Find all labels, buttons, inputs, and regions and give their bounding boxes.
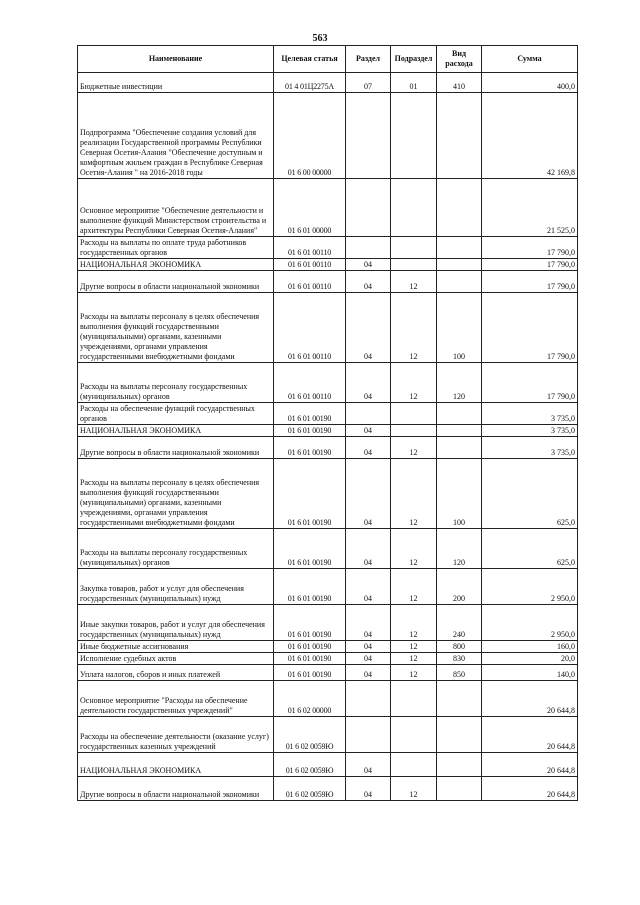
row-type xyxy=(437,777,482,801)
row-code: 01 6 02 0059Ю xyxy=(274,777,346,801)
table-row xyxy=(78,605,578,641)
row-section xyxy=(346,237,391,259)
row-name: Основное мероприятие "Обеспечение деятельности и выполнение функций Министерством строительства и архитектуры Республики Северная Осетия-Алания" xyxy=(78,179,274,237)
row-sum: 3 735,0 xyxy=(482,425,578,437)
row-code: 01 6 01 00000 xyxy=(274,179,346,237)
header-sum: Сумма xyxy=(482,46,578,73)
row-subsection: 12 xyxy=(391,653,437,665)
row-code: 01 6 01 00190 xyxy=(274,403,346,425)
row-code: 01 4 01Ц2275А xyxy=(274,73,346,93)
row-sum: 20,0 xyxy=(482,653,578,665)
row-code: 01 6 01 00110 xyxy=(274,259,346,271)
row-code: 01 6 01 00190 xyxy=(274,529,346,569)
row-type xyxy=(437,271,482,293)
row-code: 01 6 02 0059Ю xyxy=(274,717,346,753)
row-name: Иные закупки товаров, работ и услуг для обеспечения государственных (муниципальных) нужд xyxy=(78,605,274,641)
row-code: 01 6 01 00110 xyxy=(274,293,346,363)
row-sum: 400,0 xyxy=(482,73,578,93)
row-section: 07 xyxy=(346,73,391,93)
row-type: 830 xyxy=(437,653,482,665)
row-name: Расходы на выплаты персоналу государственных (муниципальных) органов xyxy=(78,363,274,403)
row-sum: 20 644,8 xyxy=(482,717,578,753)
row-type xyxy=(437,717,482,753)
row-subsection: 12 xyxy=(391,437,437,459)
table-row xyxy=(78,437,578,459)
row-section: 04 xyxy=(346,753,391,777)
row-sum: 625,0 xyxy=(482,459,578,529)
row-subsection: 12 xyxy=(391,293,437,363)
row-subsection: 12 xyxy=(391,459,437,529)
row-code: 01 6 00 00000 xyxy=(274,93,346,179)
table-row xyxy=(78,237,578,259)
row-subsection xyxy=(391,259,437,271)
row-section: 04 xyxy=(346,569,391,605)
page-number: 563 xyxy=(312,33,328,44)
row-name: Основное мероприятие "Расходы на обеспечение деятельности государственных учреждений" xyxy=(78,681,274,717)
table-row xyxy=(78,665,578,681)
row-type: 200 xyxy=(437,569,482,605)
row-type: 120 xyxy=(437,529,482,569)
table-row xyxy=(78,681,578,717)
row-name: НАЦИОНАЛЬНАЯ ЭКОНОМИКА xyxy=(78,753,274,777)
row-name: Подпрограмма "Обеспечение создания условий для реализации Государственной программы Республики Северная Осетия-Алания "Обеспечение доступным и комфортным жильем граждан в Республике Северная Осетия-Алания " на 2016-2018 годы xyxy=(78,93,274,179)
row-sum: 42 169,8 xyxy=(482,93,578,179)
row-name: Закупка товаров, работ и услуг для обеспечения государственных (муниципальных) нужд xyxy=(78,569,274,605)
row-section xyxy=(346,717,391,753)
table-row xyxy=(78,179,578,237)
header-section: Раздел xyxy=(346,46,391,73)
row-sum: 17 790,0 xyxy=(482,237,578,259)
row-type xyxy=(437,425,482,437)
row-type: 240 xyxy=(437,605,482,641)
row-name: Расходы на выплаты персоналу в целях обеспечения выполнения функций государственными (муниципальными) органами, казенными учреждениями, органами управления государственными внебюджетными фондами xyxy=(78,459,274,529)
table-row xyxy=(78,73,578,93)
row-name: Другие вопросы в области национальной экономики xyxy=(78,437,274,459)
row-code: 01 6 01 00110 xyxy=(274,237,346,259)
row-subsection xyxy=(391,425,437,437)
row-section: 04 xyxy=(346,641,391,653)
row-sum: 3 735,0 xyxy=(482,403,578,425)
row-sum: 21 525,0 xyxy=(482,179,578,237)
row-name: Исполнение судебных актов xyxy=(78,653,274,665)
row-subsection: 01 xyxy=(391,73,437,93)
header-type: Вид расхода xyxy=(437,46,482,73)
row-name: Расходы на обеспечение функций государственных органов xyxy=(78,403,274,425)
row-subsection xyxy=(391,179,437,237)
row-type xyxy=(437,237,482,259)
row-type xyxy=(437,179,482,237)
row-section: 04 xyxy=(346,293,391,363)
table-row xyxy=(78,425,578,437)
row-subsection: 12 xyxy=(391,363,437,403)
row-subsection: 12 xyxy=(391,529,437,569)
row-sum: 20 644,8 xyxy=(482,753,578,777)
row-type: 120 xyxy=(437,363,482,403)
row-subsection xyxy=(391,753,437,777)
row-type: 100 xyxy=(437,293,482,363)
table-row xyxy=(78,259,578,271)
row-section: 04 xyxy=(346,529,391,569)
row-type xyxy=(437,681,482,717)
row-type xyxy=(437,403,482,425)
row-section: 04 xyxy=(346,653,391,665)
row-type xyxy=(437,259,482,271)
row-subsection xyxy=(391,681,437,717)
row-subsection: 12 xyxy=(391,271,437,293)
row-sum: 160,0 xyxy=(482,641,578,653)
row-sum: 625,0 xyxy=(482,529,578,569)
row-type xyxy=(437,437,482,459)
row-code: 01 6 01 00190 xyxy=(274,569,346,605)
row-name: Бюджетные инвестиции xyxy=(78,73,274,93)
table-row xyxy=(78,293,578,363)
row-subsection: 12 xyxy=(391,641,437,653)
row-section xyxy=(346,179,391,237)
table-row xyxy=(78,641,578,653)
row-name: Расходы на обеспечение деятельности (оказание услуг) государственных казенных учреждений xyxy=(78,717,274,753)
header-name: Наименование xyxy=(78,46,274,73)
row-name: НАЦИОНАЛЬНАЯ ЭКОНОМИКА xyxy=(78,259,274,271)
table-row xyxy=(78,753,578,777)
table-row xyxy=(78,777,578,801)
row-sum: 17 790,0 xyxy=(482,259,578,271)
row-code: 01 6 01 00190 xyxy=(274,665,346,681)
row-section: 04 xyxy=(346,437,391,459)
row-code: 01 6 01 00190 xyxy=(274,605,346,641)
row-code: 01 6 01 00190 xyxy=(274,437,346,459)
row-section: 04 xyxy=(346,777,391,801)
row-type: 100 xyxy=(437,459,482,529)
row-sum: 20 644,8 xyxy=(482,681,578,717)
row-sum: 2 950,0 xyxy=(482,605,578,641)
header-subsection: Подраздел xyxy=(391,46,437,73)
row-section: 04 xyxy=(346,259,391,271)
row-sum: 3 735,0 xyxy=(482,437,578,459)
row-section: 04 xyxy=(346,459,391,529)
row-subsection: 12 xyxy=(391,569,437,605)
row-sum: 20 644,8 xyxy=(482,777,578,801)
row-name: Уплата налогов, сборов и иных платежей xyxy=(78,665,274,681)
row-sum: 17 790,0 xyxy=(482,271,578,293)
table-row xyxy=(78,653,578,665)
row-type xyxy=(437,753,482,777)
row-type: 800 xyxy=(437,641,482,653)
row-type: 850 xyxy=(437,665,482,681)
row-subsection: 12 xyxy=(391,605,437,641)
row-section: 04 xyxy=(346,271,391,293)
header-code: Целевая статья xyxy=(274,46,346,73)
row-name: Иные бюджетные ассигнования xyxy=(78,641,274,653)
row-name: Другие вопросы в области национальной экономики xyxy=(78,777,274,801)
row-section xyxy=(346,681,391,717)
budget-table xyxy=(77,45,578,801)
row-sum: 140,0 xyxy=(482,665,578,681)
row-sum: 2 950,0 xyxy=(482,569,578,605)
table-row xyxy=(78,93,578,179)
row-name: Расходы на выплаты персоналу государственных (муниципальных) органов xyxy=(78,529,274,569)
row-code: 01 6 01 00110 xyxy=(274,271,346,293)
table-row xyxy=(78,529,578,569)
row-subsection xyxy=(391,717,437,753)
table-row xyxy=(78,363,578,403)
table-row xyxy=(78,717,578,753)
row-type: 410 xyxy=(437,73,482,93)
row-subsection: 12 xyxy=(391,665,437,681)
row-code: 01 6 01 00190 xyxy=(274,653,346,665)
table-row xyxy=(78,569,578,605)
row-section: 04 xyxy=(346,605,391,641)
row-name: НАЦИОНАЛЬНАЯ ЭКОНОМИКА xyxy=(78,425,274,437)
table-row xyxy=(78,403,578,425)
row-name: Другие вопросы в области национальной экономики xyxy=(78,271,274,293)
row-section: 04 xyxy=(346,363,391,403)
row-section xyxy=(346,93,391,179)
row-sum: 17 790,0 xyxy=(482,363,578,403)
row-name: Расходы на выплаты по оплате труда работников государственных органов xyxy=(78,237,274,259)
row-code: 01 6 01 00190 xyxy=(274,425,346,437)
row-section: 04 xyxy=(346,665,391,681)
row-code: 01 6 01 00190 xyxy=(274,459,346,529)
table-row xyxy=(78,271,578,293)
table-row xyxy=(78,459,578,529)
row-section: 04 xyxy=(346,425,391,437)
row-type xyxy=(437,93,482,179)
table-header-row xyxy=(78,46,578,73)
row-code: 01 6 02 00000 xyxy=(274,681,346,717)
row-sum: 17 790,0 xyxy=(482,293,578,363)
row-section xyxy=(346,403,391,425)
row-code: 01 6 01 00110 xyxy=(274,363,346,403)
row-subsection xyxy=(391,237,437,259)
row-subsection: 12 xyxy=(391,777,437,801)
row-subsection xyxy=(391,93,437,179)
row-subsection xyxy=(391,403,437,425)
row-code: 01 6 02 0059Ю xyxy=(274,753,346,777)
row-name: Расходы на выплаты персоналу в целях обеспечения выполнения функций государственными (муниципальными) органами, казенными учреждениями, органами управления государственными внебюджетными фондами xyxy=(78,293,274,363)
row-code: 01 6 01 00190 xyxy=(274,641,346,653)
